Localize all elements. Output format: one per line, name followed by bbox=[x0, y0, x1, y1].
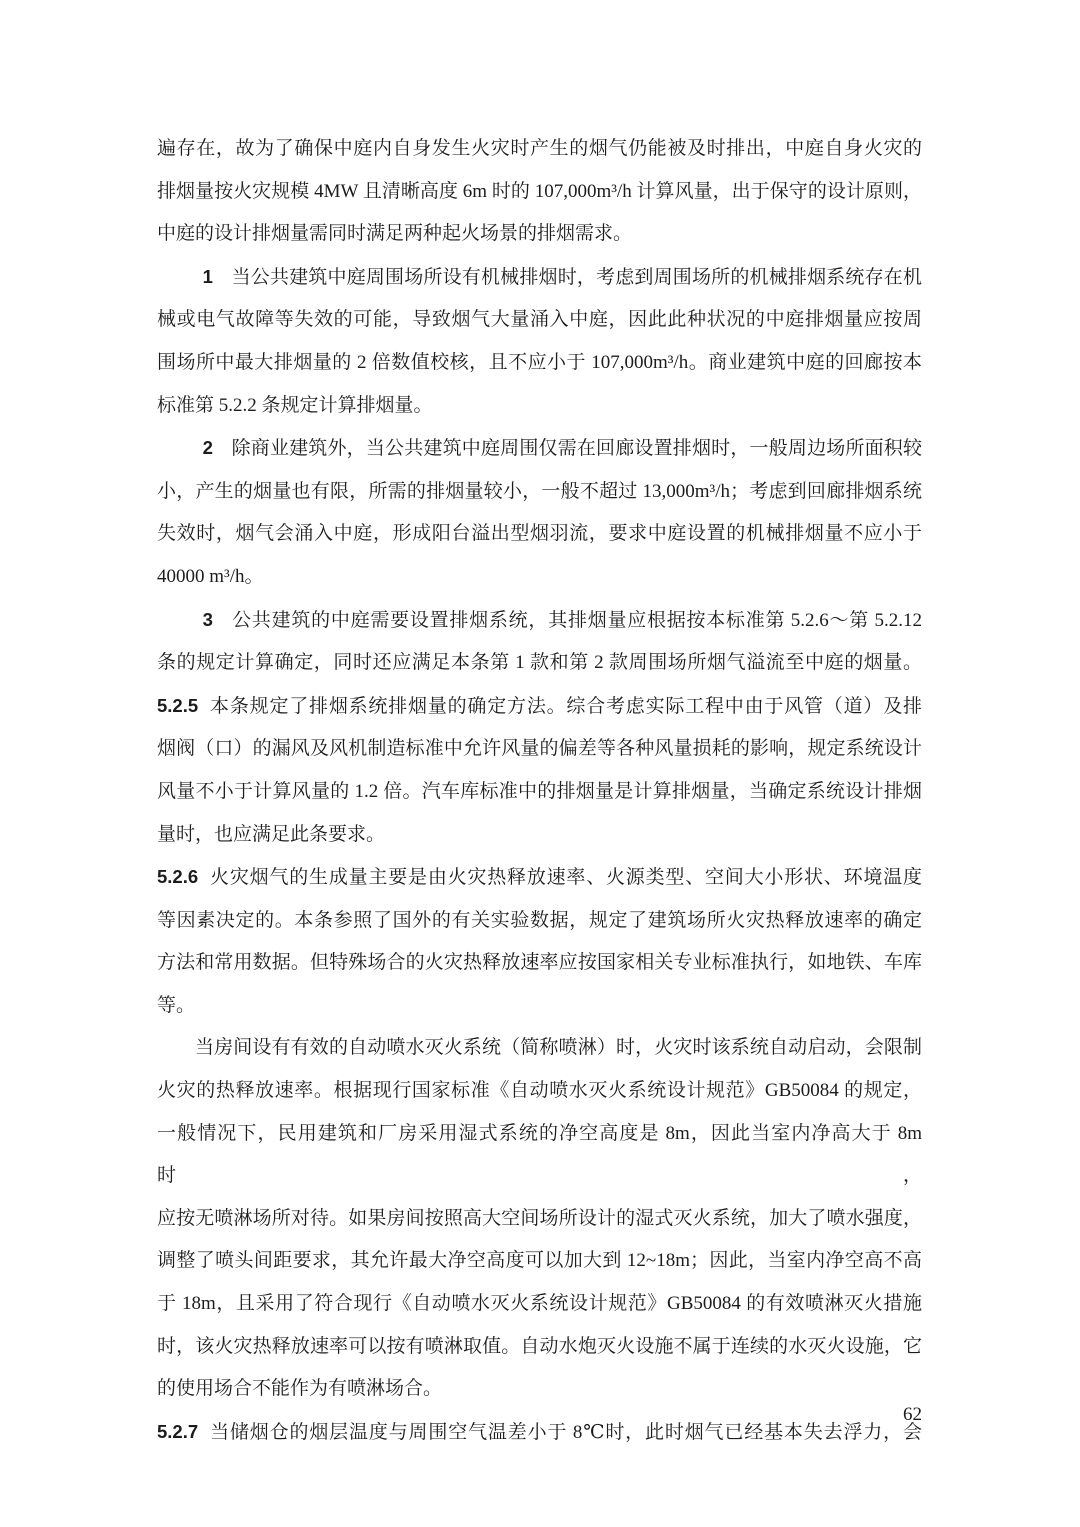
text-run: 中庭的设计排烟量需同时满足两种起火场景的排烟需求。 bbox=[157, 223, 633, 245]
text-run: 失效时，烟气会涌入中庭，形成阳台溢出型烟羽流，要求中庭设置的机械排烟量不应小于 bbox=[157, 523, 922, 545]
text-line bbox=[157, 1283, 922, 1326]
text-run: 烟阀（口）的漏风及风机制造标准中允许风量的偏差等各种风量损耗的影响，规定系统设计 bbox=[157, 738, 922, 760]
text-run: 当储烟仓的烟层温度与周围空气温差小于 8℃时，此时烟气已经基本失去浮力，会 bbox=[209, 1421, 922, 1443]
text-line bbox=[157, 728, 922, 771]
text-run: 械或电气故障等失效的可能，导致烟气大量涌入中庭，因此此种状况的中庭排烟量应按周 bbox=[157, 309, 922, 331]
clause-number: 2 bbox=[202, 437, 213, 459]
text-line bbox=[157, 599, 922, 643]
text-run: 等因素决定的。本条参照了国外的有关实验数据，规定了建筑场所火灾热释放速率的确定 bbox=[157, 909, 922, 931]
text-line bbox=[157, 171, 922, 214]
text-run: 除商业建筑外，当公共建筑中庭周围仅需在回廊设置排烟时，一般周边场所面积较 bbox=[231, 438, 922, 460]
text-run: 的使用场合不能作为有喷淋场合。 bbox=[157, 1378, 443, 1400]
text-line bbox=[157, 771, 922, 814]
text-line bbox=[157, 427, 922, 471]
text-run: 围场所中最大排烟量的 2 倍数值校核，且不应小于 107,000m³/h。商业建筑中庭的回廊按本 bbox=[157, 351, 922, 373]
text-run: 标准第 5.2.2 条规定计算排烟量。 bbox=[157, 394, 433, 416]
text-run: 当房间设有有效的自动喷水灭火系统（简称喷淋）时，火灾时该系统自动启动，会限制 bbox=[195, 1037, 922, 1059]
text-line bbox=[157, 1113, 922, 1198]
text-line bbox=[157, 256, 922, 300]
text-run: 时，该火灾热释放速率可以按有喷淋取值。自动水炮灭火设施不属于连续的水灭火设施，它 bbox=[157, 1335, 922, 1357]
clause-number: 1 bbox=[202, 265, 213, 287]
text-run: 方法和常用数据。但特殊场合的火灾热释放速率应按国家相关专业标准执行，如地铁、车库 bbox=[157, 952, 922, 974]
text-run: 排烟量按火灾规模 4MW 且清晰高度 6m 时的 107,000m³/h 计算风量，出于保守的设计原则， bbox=[157, 180, 922, 202]
text-run: 条的规定计算确定，同时还应满足本条第 1 款和第 2 款周围场所烟气溢流至中庭的烟量。 bbox=[157, 652, 922, 674]
text-run: 小，产生的烟量也有限，所需的排烟量较小，一般不超过 13,000m³/h；考虑到回廊排烟系统 bbox=[157, 480, 922, 502]
text-line bbox=[157, 942, 922, 985]
text-run: 公共建筑的中庭需要设置排烟系统，其排烟量应根据按本标准第 5.2.6～第 5.2.12 bbox=[231, 609, 922, 631]
text-line bbox=[157, 213, 922, 256]
text-line bbox=[157, 1198, 922, 1241]
text-line bbox=[157, 685, 922, 729]
text-run: 40000 m³/h。 bbox=[157, 565, 264, 587]
body-text bbox=[157, 128, 922, 1454]
text-line bbox=[157, 556, 922, 599]
text-line bbox=[157, 471, 922, 514]
text-run: 应按无喷淋场所对待。如果房间按照高大空间场所设计的湿式灭火系统，加大了喷水强度， bbox=[157, 1207, 922, 1229]
text-line bbox=[157, 385, 922, 428]
text-run: 本条规定了排烟系统排烟量的确定方法。综合考虑实际工程中由于风管（道）及排 bbox=[209, 695, 922, 717]
text-run: 于 18m，且采用了符合现行《自动喷水灭火系统设计规范》GB50084 的有效喷淋灭火措施 bbox=[157, 1293, 922, 1315]
clause-number: 3 bbox=[202, 608, 213, 630]
text-run: 调整了喷头间距要求，其允许最大净空高度可以加大到 12~18m；因此，当室内净空高不高 bbox=[157, 1250, 922, 1272]
text-run: 等。 bbox=[157, 994, 196, 1016]
text-run: 火灾的热释放速率。根据现行国家标准《自动喷水灭火系统设计规范》GB50084 的规定， bbox=[157, 1080, 922, 1102]
text-run: 风量不小于计算风量的 1.2 倍。汽车库标准中的排烟量是计算排烟量，当确定系统设计排烟 bbox=[157, 780, 922, 802]
text-line bbox=[157, 299, 922, 342]
text-run: 当公共建筑中庭周围场所设有机械排烟时，考虑到周围场所的机械排烟系统存在机 bbox=[231, 266, 922, 288]
text-line bbox=[157, 856, 922, 900]
clause-number: 5.2.7 bbox=[157, 1420, 199, 1442]
text-line bbox=[157, 900, 922, 943]
clause-number: 5.2.5 bbox=[157, 694, 199, 716]
text-line bbox=[157, 1027, 922, 1070]
text-line bbox=[157, 814, 922, 857]
text-run: 遍存在，故为了确保中庭内自身发生火灾时产生的烟气仍能被及时排出，中庭自身火灾的 bbox=[157, 138, 922, 159]
text-line bbox=[157, 1326, 922, 1369]
text-run: 量时，也应满足此条要求。 bbox=[157, 823, 386, 845]
text-run: 火灾烟气的生成量主要是由火灾热释放速率、火源类型、空间大小形状、环境温度 bbox=[209, 867, 922, 889]
page-number: 62 bbox=[903, 1404, 922, 1425]
text-line bbox=[157, 1070, 922, 1113]
text-line bbox=[157, 1240, 922, 1283]
text-line bbox=[157, 342, 922, 385]
text-run: 一般情况下，民用建筑和厂房采用湿式系统的净空高度是 8m，因此当室内净高大于 8m 时， bbox=[157, 1122, 922, 1187]
text-line bbox=[157, 985, 922, 1028]
text-line bbox=[157, 642, 922, 685]
text-line bbox=[157, 513, 922, 556]
clause-number: 5.2.6 bbox=[157, 866, 199, 888]
text-line bbox=[157, 128, 922, 171]
